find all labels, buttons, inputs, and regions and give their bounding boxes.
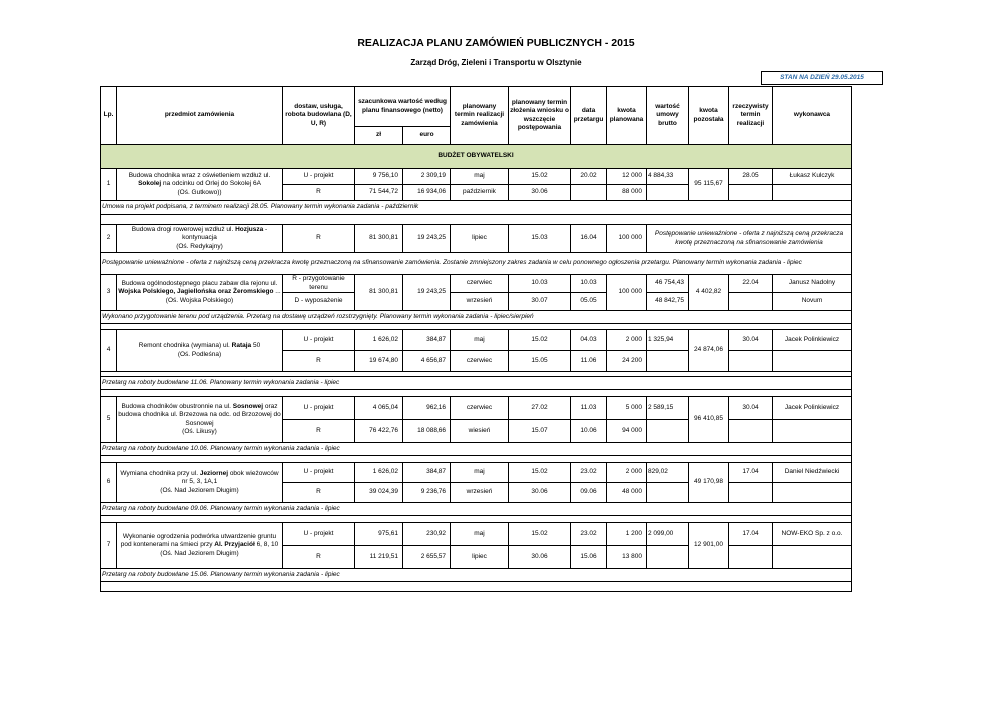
header-dostaw: dostaw, usługa, robota budowlana (D, U, R) xyxy=(283,87,355,145)
cell-wykonawca: Janusz Nadolny xyxy=(773,275,852,293)
item-lp: 3 xyxy=(101,275,117,311)
item-description: Wykonanie ogrodzenia podwórka utwardzenie gruntu pod kontenerami na śmieci przy Al. Przyjaciół 6, 8, 10 (Oś. Nad Jeziorem Długim) xyxy=(117,523,283,569)
item-description: Remont chodnika (wymiana) ul. Rataja 50 (Oś. Podleśna) xyxy=(117,330,283,372)
page-subtitle: Zarząd Dróg, Zieleni i Transportu w Olsztynie xyxy=(410,58,582,67)
cell-zlozenia: 15.02 xyxy=(509,330,571,351)
cell-realizacji: czerwiec xyxy=(451,275,509,293)
header-euro: euro xyxy=(403,127,451,145)
cell-rzeczywisty: 30.04 xyxy=(729,397,773,420)
header-rzeczywisty: rzeczywisty termin realizacji xyxy=(729,87,773,145)
cell-euro: 18 088,66 xyxy=(403,420,451,443)
item-description: Wymiana chodnika przy ul. Jeziornej obok wieżowców nr 5, 3, 1A,1 (Oś. Nad Jeziorem Długim) xyxy=(117,463,283,503)
cell-rzeczywisty xyxy=(729,483,773,503)
cell-planowana: 100 000 xyxy=(607,275,647,311)
header-szacunkowa: szacunkowa wartość według planu finansowego (netto) xyxy=(355,87,451,127)
cell-realizacji: czerwiec xyxy=(451,351,509,372)
header-planowany-zlozenia: planowany termin złożenia wniosku o wszczęcie postępowania xyxy=(509,87,571,145)
cell-planowana: 2 000 xyxy=(607,463,647,483)
cell-rzeczywisty xyxy=(729,351,773,372)
cell-zlozenia: 15.05 xyxy=(509,351,571,372)
cell-realizacji: wrzesień xyxy=(451,483,509,503)
cell-euro: 16 934,06 xyxy=(403,185,451,201)
cell-zl: 1 626,02 xyxy=(355,330,403,351)
cell-planowana: 94 000 xyxy=(607,420,647,443)
cell-umowa xyxy=(647,546,689,569)
cell-przetarg: 23.02 xyxy=(571,463,607,483)
cell-zlozenia: 15.07 xyxy=(509,420,571,443)
cell-pozostala: 12 901,00 xyxy=(689,523,729,569)
cell-wykonawca xyxy=(773,351,852,372)
cell-planowana: 1 200 xyxy=(607,523,647,546)
cell-euro: 384,87 xyxy=(403,463,451,483)
cell-przetarg xyxy=(571,185,607,201)
item-note: Umowa na projekt podpisana, z terminem realizacji 28.05. Planowany termin wykonania zadania - październik xyxy=(101,201,852,215)
cell-rzeczywisty: 22.04 xyxy=(729,275,773,293)
cell-zl: 9 756,10 xyxy=(355,169,403,185)
cell-typ: R xyxy=(283,483,355,503)
cell-zlozenia: 30.07 xyxy=(509,293,571,311)
cell-wykonawca xyxy=(773,420,852,443)
cell-wykonawca xyxy=(773,483,852,503)
item-description: Budowa ogólnodostępnego placu zabaw dla rejonu ul. Wojska Polskiego, Jagiellońska oraz Żeromskiego ... (Oś. Wojska Polskiego) xyxy=(117,275,283,311)
cell-umowa xyxy=(647,483,689,503)
cell-przetarg: 10.06 xyxy=(571,420,607,443)
cell-zl: 81 300,81 xyxy=(355,275,403,311)
cell-zlozenia: 15.02 xyxy=(509,463,571,483)
item-lp: 2 xyxy=(101,225,117,253)
cell-umowa: 48 842,75 xyxy=(647,293,689,311)
cell-rzeczywisty: 28.05 xyxy=(729,169,773,185)
header-wartosc-umowy: wartość umowy brutto xyxy=(647,87,689,145)
cell-zlozenia: 30.06 xyxy=(509,185,571,201)
item-note: Przetarg na roboty budowlane 09.06. Planowany termin wykonania zadania - lipiec xyxy=(101,503,852,516)
item-lp: 6 xyxy=(101,463,117,503)
cell-planowana: 88 000 xyxy=(607,185,647,201)
cell-zl: 39 024,39 xyxy=(355,483,403,503)
header-kwota-planowana: kwota planowana xyxy=(607,87,647,145)
cell-realizacji: czerwiec xyxy=(451,397,509,420)
cell-rzeczywisty xyxy=(729,546,773,569)
header-wykonawca: wykonawca xyxy=(773,87,852,145)
cell-typ: R - przygotowanie terenu xyxy=(283,275,355,293)
header-zl: zł xyxy=(355,127,403,145)
cell-wykonawca: Jacek Polinkiewicz xyxy=(773,330,852,351)
cell-realizacji: październik xyxy=(451,185,509,201)
status-date: STAN NA DZIEŃ 29.05.2015 xyxy=(761,71,883,85)
cell-przetarg: 11.03 xyxy=(571,397,607,420)
cell-planowana: 2 000 xyxy=(607,330,647,351)
header-data-przetargu: data przetargu xyxy=(571,87,607,145)
procurement-table xyxy=(100,86,852,592)
cell-pozostala: 96 410,85 xyxy=(689,397,729,443)
cell-planowana: 48 000 xyxy=(607,483,647,503)
cell-rzeczywisty: 17.04 xyxy=(729,523,773,546)
cell-wykonawca: NOW-EKO Sp. z o.o. xyxy=(773,523,852,546)
item-description: Budowa chodnika wraz z oświetleniem wzdłuż ul. Sokolej na odcinku od Orlej do Sokolej 6A (Oś. Gutkowo)) xyxy=(117,169,283,201)
item-lp: 5 xyxy=(101,397,117,443)
cell-przetarg: 11.06 xyxy=(571,351,607,372)
cell-wykonawca: Daniel Niedźwiecki xyxy=(773,463,852,483)
cell-zlozenia: 15.02 xyxy=(509,169,571,185)
cell-typ: D - wyposażenie xyxy=(283,293,355,311)
cell-pozostala: 95 115,67 xyxy=(689,169,729,201)
item-lp: 1 xyxy=(101,169,117,201)
cell-umowa xyxy=(647,351,689,372)
cell-wykonawca: Łukasz Kulczyk xyxy=(773,169,852,185)
cell-euro: 230,92 xyxy=(403,523,451,546)
cell-typ: U - projekt xyxy=(283,463,355,483)
cell-realizacji: maj xyxy=(451,330,509,351)
cell-realizacji: lipiec xyxy=(451,546,509,569)
cell-typ: R xyxy=(283,351,355,372)
item-description: Budowa chodników obustronnie na ul. Sosnowej oraz budowa chodnika ul. Brzezowa na odc. od Brzozowej do Sosnowej (Oś. Likusy) xyxy=(117,397,283,443)
cell-euro: 384,87 xyxy=(403,330,451,351)
cell-przetarg: 20.02 xyxy=(571,169,607,185)
header-planowany-realizacji: planowany termin realizacji zamówienia xyxy=(451,87,509,145)
cell-umowa: 46 754,43 xyxy=(647,275,689,293)
cell-realizacji: maj xyxy=(451,169,509,185)
cell-zl: 19 674,80 xyxy=(355,351,403,372)
item-note: Przetarg na roboty budowlane 11.06. Planowany termin wykonania zadania - lipiec xyxy=(101,377,852,390)
cell-rzeczywisty xyxy=(729,185,773,201)
cell-zl: 4 065,04 xyxy=(355,397,403,420)
cell-zlozenia: 30.06 xyxy=(509,546,571,569)
item-status: Postępowanie unieważnione - oferta z najniższą ceną przekracza kwotę przeznaczoną na sfinansowanie zamówienia xyxy=(647,225,852,253)
header-lp: Lp. xyxy=(101,87,117,145)
cell-typ: R xyxy=(283,225,355,253)
cell-zlozenia: 10.03 xyxy=(509,275,571,293)
item-lp: 4 xyxy=(101,330,117,372)
cell-umowa: 829,02 xyxy=(647,463,689,483)
cell-planowana: 13 800 xyxy=(607,546,647,569)
item-note: Postępowanie unieważnione - oferta z najniższą ceną przekracza kwotę przeznaczoną na sfinansowanie zamówienia. Zostanie zmniejszony zakres zadania w celu ponownego ogłoszenia przetargu. Planowany termin wykonania zadania - lipiec xyxy=(101,253,852,275)
cell-umowa xyxy=(647,420,689,443)
cell-zlozenia: 27.02 xyxy=(509,397,571,420)
cell-typ: R xyxy=(283,420,355,443)
cell-euro: 19 243,25 xyxy=(403,275,451,311)
cell-umowa: 2 589,15 xyxy=(647,397,689,420)
section-title: BUDŻET OBYWATELSKI xyxy=(101,145,852,169)
cell-wykonawca: Jacek Polinkiewicz xyxy=(773,397,852,420)
cell-zlozenia: 30.06 xyxy=(509,483,571,503)
cell-planowana: 5 000 xyxy=(607,397,647,420)
item-note: Wykonano przygotowanie terenu pod urządzenia. Przetarg na dostawę urządzeń rozstrzygnięty. Planowany termin wykonania zadania - lipiec/sierpień xyxy=(101,311,852,324)
cell-zl: 81 300,81 xyxy=(355,225,403,253)
cell-umowa xyxy=(647,185,689,201)
cell-typ: R xyxy=(283,185,355,201)
cell-wykonawca: Novum xyxy=(773,293,852,311)
cell-wykonawca xyxy=(773,546,852,569)
cell-typ: U - projekt xyxy=(283,330,355,351)
cell-zl: 76 422,76 xyxy=(355,420,403,443)
cell-realizacji: wiesień xyxy=(451,420,509,443)
cell-przetarg: 23.02 xyxy=(571,523,607,546)
cell-realizacji: maj xyxy=(451,463,509,483)
cell-euro: 9 236,76 xyxy=(403,483,451,503)
cell-pozostala: 24 874,06 xyxy=(689,330,729,372)
cell-umowa: 4 884,33 xyxy=(647,169,689,185)
cell-wykonawca xyxy=(773,185,852,201)
cell-przetarg: 04.03 xyxy=(571,330,607,351)
header-przedmiot: przedmiot zamówienia xyxy=(117,87,283,145)
cell-euro: 4 656,87 xyxy=(403,351,451,372)
page-title: REALIZACJA PLANU ZAMÓWIEŃ PUBLICZNYCH - 2015 xyxy=(357,37,635,49)
item-description: Budowa drogi rowerowej wzdłuż ul. Hozjusza - kontynuacja (Oś. Redykajny) xyxy=(117,225,283,253)
item-note: Przetarg na roboty budowlane 10.06. Planowany termin wykonania zadania - lipiec xyxy=(101,443,852,456)
cell-umowa: 2 099,00 xyxy=(647,523,689,546)
cell-umowa: 1 325,94 xyxy=(647,330,689,351)
cell-euro: 2 309,19 xyxy=(403,169,451,185)
cell-zl: 975,61 xyxy=(355,523,403,546)
cell-typ: U - projekt xyxy=(283,523,355,546)
cell-euro: 19 243,25 xyxy=(403,225,451,253)
cell-przetarg: 05.05 xyxy=(571,293,607,311)
cell-planowana: 100 000 xyxy=(607,225,647,253)
cell-przetarg: 15.06 xyxy=(571,546,607,569)
cell-zl: 11 219,51 xyxy=(355,546,403,569)
cell-rzeczywisty xyxy=(729,420,773,443)
cell-zlozenia: 15.03 xyxy=(509,225,571,253)
cell-euro: 962,16 xyxy=(403,397,451,420)
cell-zlozenia: 15.02 xyxy=(509,523,571,546)
cell-typ: U - projekt xyxy=(283,397,355,420)
cell-realizacji: wrzesień xyxy=(451,293,509,311)
header-kwota-pozostala: kwota pozostała xyxy=(689,87,729,145)
cell-przetarg: 16.04 xyxy=(571,225,607,253)
cell-zl: 71 544,72 xyxy=(355,185,403,201)
item-note: Przetarg na roboty budowlane 15.06. Planowany termin wykonania zadania - lipiec xyxy=(101,569,852,582)
cell-przetarg: 10.03 xyxy=(571,275,607,293)
cell-pozostala: 4 402,82 xyxy=(689,275,729,311)
cell-rzeczywisty xyxy=(729,293,773,311)
cell-euro: 2 655,57 xyxy=(403,546,451,569)
item-lp: 7 xyxy=(101,523,117,569)
cell-typ: R xyxy=(283,546,355,569)
cell-pozostala: 49 170,98 xyxy=(689,463,729,503)
cell-przetarg: 09.06 xyxy=(571,483,607,503)
cell-realizacji: lipiec xyxy=(451,225,509,253)
cell-planowana: 12 000 xyxy=(607,169,647,185)
cell-planowana: 24 200 xyxy=(607,351,647,372)
cell-zl: 1 626,02 xyxy=(355,463,403,483)
cell-rzeczywisty: 17.04 xyxy=(729,463,773,483)
cell-realizacji: maj xyxy=(451,523,509,546)
cell-rzeczywisty: 30.04 xyxy=(729,330,773,351)
cell-typ: U - projekt xyxy=(283,169,355,185)
